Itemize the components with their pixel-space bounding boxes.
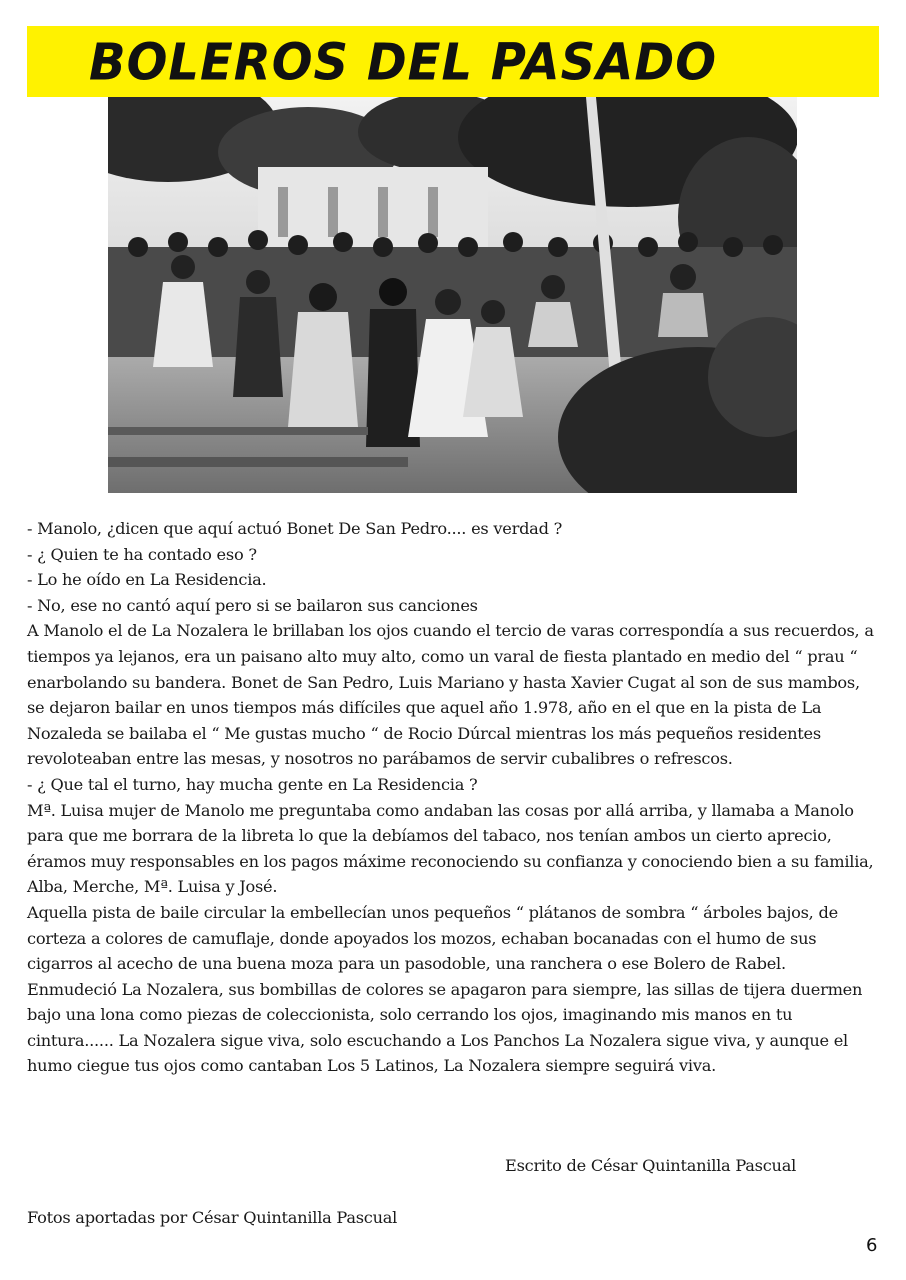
photo-credit: Fotos aportadas por César Quintanilla Pascual <box>27 1208 398 1227</box>
dialogue-line: - ¿ Que tal el turno, hay mucha gente en La Residencia ? <box>27 774 478 794</box>
dialogue-line: - ¿ Quien te ha contado eso ? <box>27 544 257 564</box>
article-body <box>27 516 882 1079</box>
dialogue-line: - No, ese no cantó aquí pero si se bailaron sus canciones <box>27 595 478 615</box>
page-title: BOLEROS DEL PASADO <box>89 33 718 93</box>
article-paragraph: A Manolo el de La Nozalera le brillaban los ojos cuando el tercio de varas correspondía a sus recuerdos, a tiempos ya lejanos, era un paisano alto muy alto, como un varal de fiesta plantado en medio del “ prau “ enarbolando su bandera. Bonet de San Pedro, Luis Mariano y hasta Xavier Cugat al son de sus mambos, se dejaron bailar en unos tiempos más difíciles que aquel año 1.978, año en el que en la pista de La Nozaleda se bailaba el “ Me gustas mucho “ de Rocio Dúrcal mientras los más pequeños residentes revoloteaban entre las mesas, y nosotros no parábamos de servir cubalibres o refrescos. <box>27 621 874 769</box>
title-banner <box>27 26 879 97</box>
photo-dancers-icon <box>108 97 797 493</box>
dialogue-line: - Manolo, ¿dicen que aquí actuó Bonet De San Pedro.... es verdad ? <box>27 519 563 538</box>
page-number: 6 <box>866 1235 878 1256</box>
author-signature: Escrito de César Quintanilla Pascual <box>505 1156 797 1175</box>
dialogue-line: - Lo he oído en La Residencia. <box>27 570 267 590</box>
dance-photo <box>108 97 797 493</box>
article-paragraph: Aquella pista de baile circular la embellecían unos pequeños “ plátanos de sombra “ árboles bajos, de corteza a colores de camuflaje, donde apoyados los mozos, echaban bocanadas con el humo de sus cigarros al acecho de una buena moza para un pasodoble, una ranchera o ese Bolero de Rabel. <box>27 902 838 974</box>
article-paragraph: Enmudeció La Nozalera, sus bombillas de colores se apagaron para siempre, las sillas de tijera duermen bajo una lona como piezas de coleccionista, solo cerrando los ojos, imaginando mis manos en tu cintura...... La Nozalera sigue viva, solo escuchando a Los Panchos La Nozalera sigue viva, y aunque el humo ciegue tus ojos como cantaban Los 5 Latinos, La Nozalera siempre seguirá viva. <box>27 979 863 1076</box>
article-paragraph: Mª. Luisa mujer de Manolo me preguntaba como andaban las cosas por allá arriba, y llamaba a Manolo para que me borrara de la libreta lo que la debíamos del tabaco, nos tenían ambos un cierto aprecio, éramos muy responsables en los pagos máxime reconociendo su confianza y conociendo bien a su familia, Alba, Merche, Mª. Luisa y José. <box>27 800 874 897</box>
